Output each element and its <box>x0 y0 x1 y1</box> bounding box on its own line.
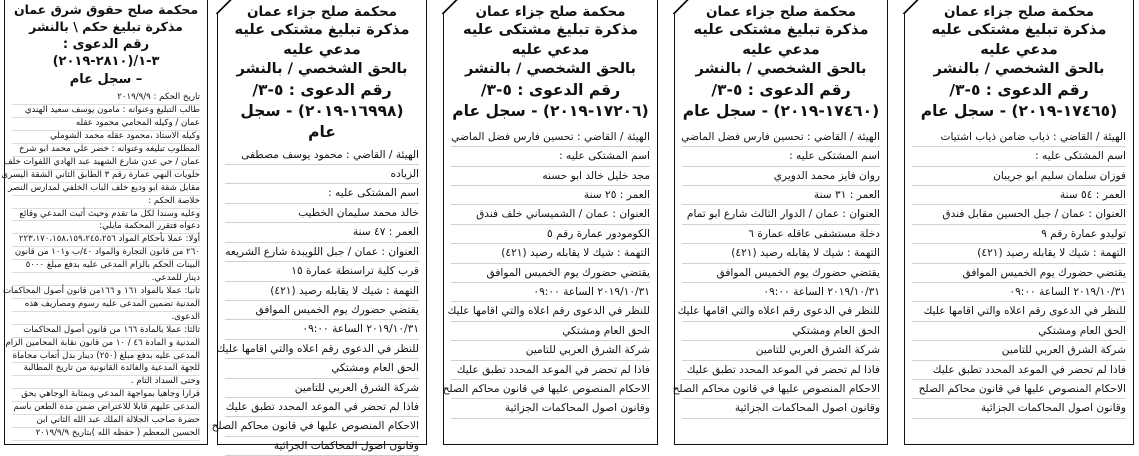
case-type: (١٧٢٠٦-٢٠١٩) - سجل عام <box>452 101 649 120</box>
notice-line: خلاصة الحكم : <box>12 196 200 209</box>
notice-line: ٢٦٠ من قانون التجارة والمواد ٤٠/ب و١٠١ من قانون <box>12 247 200 260</box>
notice-line: الحق العام ومشتكي <box>451 322 650 341</box>
notice-summons-17460 <box>674 0 888 445</box>
notice-line: شركة الشرق العربي للتامين <box>912 341 1126 360</box>
notice-line: العمر : ٢٥ سنة <box>451 186 650 205</box>
notice-line: اسم المشتكى عليه : <box>912 147 1126 166</box>
notice-line: اسم المشتكى عليه : <box>682 147 880 166</box>
notice-line: ٢٠١٩/١٠/٣١ الساعة ٠٩:٠٠ <box>912 283 1126 302</box>
court-title: محكمة صلح جزاء عمان <box>246 4 398 20</box>
notice-subject: مذكرة تبليغ حكم \ بالنشر <box>29 18 183 34</box>
notice-line: الاحكام المنصوص عليها في قانون محاكم الصلح <box>451 380 650 399</box>
notice-line: الكومودور عمارة رقم ٥ <box>451 225 650 244</box>
notice-line: وقانون اصول المحاكمات الجزائية <box>682 399 880 418</box>
notice-line: الهيئة / القاضي : ذياب ضامن ذياب اشتيات <box>912 128 1126 147</box>
court-title: محكمة صلح حقوق شرق عمان <box>13 2 199 17</box>
notice-line: العمر : ٤٧ سنة <box>225 223 419 242</box>
notice-line: اسم المشتكى عليه : <box>451 147 650 166</box>
notice-line: طالب التبليغ وعنوانه : مامون يوسف سعيد الهندي <box>12 105 200 118</box>
notice-line: الحق العام ومشتكي <box>682 322 880 341</box>
notice-line: ثانيا: عملا بالمواد ١٦١ و ١٦٦من قانون أصول المحاكمات <box>12 286 200 299</box>
notice-line: قرب كلية تراسنطة عمارة ١٥ <box>225 262 419 281</box>
notice-line: شركة الشرق العربي للتامين <box>451 341 650 360</box>
notice-summons-16998 <box>211 0 427 452</box>
notice-line: الزياده <box>225 165 419 184</box>
case-number: رقم الدعوى : ٥-٣/ <box>480 80 621 99</box>
notice-line: العنوان : عمان / الدوار الثالث شارع ابو تمام <box>682 205 880 224</box>
notice-body <box>912 128 1126 419</box>
notice-subject-2: بالحق الشخصي / بالنشر <box>236 61 408 78</box>
notice-body <box>672 128 880 419</box>
case-number: رقم الدعوى : ٥-٣/ <box>711 80 851 99</box>
notice-line: العمر : ٣١ سنة <box>682 186 880 205</box>
notice-line: وقانون اصول المحاكمات الجزائية <box>451 399 650 418</box>
notice-subject-2: بالحق الشخصي / بالنشر <box>695 61 867 78</box>
notice-line: الحق العام ومشتكي <box>225 359 419 378</box>
notice-subject: مذكرة تبليغ مشتكى عليه مدعي عليه <box>931 22 1107 58</box>
notice-line: مقابل شقة ابو وديع خلف الباب الخلفي لمدارس النصر <box>12 183 200 196</box>
notice-line: خالد محمد سليمان الخطيب <box>225 204 419 223</box>
notice-line: التهمة : شيك لا يقابله رصيد (٤٢١) <box>912 244 1126 263</box>
notice-line: يقتضي حضورك يوم الخميس الموافق <box>451 264 650 283</box>
notice-line: روان فايز محمد الدويري <box>682 167 880 186</box>
notice-line: الاحكام المنصوص عليها في قانون محاكم الصلح <box>682 380 880 399</box>
notice-line: المدعى عليه بدفع مبلغ (٢٥٠) دينار بدل أتعاب محاماة <box>12 351 200 364</box>
notice-line: دخلة مستشفى عاقله عمارة ٦ <box>682 225 880 244</box>
notice-line: الحق العام ومشتكي <box>912 322 1126 341</box>
notice-line: فاذا لم تحضر في الموعد المحدد تطبق عليك <box>451 361 650 380</box>
notice-line: دينار للمدعي. <box>12 273 200 286</box>
notice-line: قرارا وجاهيا بمواجهة المدعي وبمثابة الوجاهي بحق <box>12 389 200 402</box>
notice-body <box>1 92 200 440</box>
notice-line: تاريخ الحكم : ٢٠١٩/٩/٩ <box>12 92 200 105</box>
case-type: (١٧٤٦٠-٢٠١٩) - سجل عام <box>682 101 880 120</box>
case-type: – سجل عام <box>69 71 143 87</box>
case-number: رقم الدعوى : ٥-٣/ <box>252 80 392 99</box>
notice-subject-2: بالحق الشخصي / بالنشر <box>933 61 1105 78</box>
court-title: محكمة صلح جزاء عمان <box>943 4 1095 20</box>
notice-line: وعليه وسندا لكل ما تقدم وحيث أثبت المدعي وقائع <box>12 209 200 222</box>
notice-line: وحتى السداد التام . <box>12 376 200 389</box>
notice-line: المدنية و المادة ٤٦ / ١٠ من قانون نقابة المحامين الزام <box>12 338 200 351</box>
notice-line: المدنية تضمين المدعى عليه رسوم ومصاريف هذه <box>12 299 200 312</box>
notice-line: الهيئة / القاضي : تحسين فارس فضل الماضي <box>451 128 650 147</box>
notice-line: وقانون اصول المحاكمات الجزائية <box>912 399 1126 418</box>
notice-line: للنظر في الدعوى رقم اعلاه والتي اقامها عليك <box>451 302 650 321</box>
notice-line: عمان / وكيله المحامي محمود عقله <box>12 118 200 131</box>
notice-line: أولا: عملا بأحكام المواد ٢٢٣،١٧٠،١٥٨،١٥٩،٢٤٥،٢٥٦ <box>12 234 200 247</box>
notice-line: العمر : ٥٤ سنة <box>912 186 1126 205</box>
notice-subject-2: بالحق الشخصي / بالنشر <box>465 61 636 78</box>
notice-line: للنظر في الدعوى رقم اعلاه والتي اقامها عليك <box>912 302 1126 321</box>
notice-line: للجهة المدعية والفائدة القانونية من تاريخ المطالبة <box>12 363 200 376</box>
notice-line: دعواه فتقرر المحكمة مايلي: <box>12 221 200 234</box>
notice-line: اسم المشتكى عليه : <box>225 184 419 203</box>
notice-line: مجد خليل خالد ابو حسنه <box>451 167 650 186</box>
notice-line: فاذا لم تحضر في الموعد المحدد تطبق عليك <box>912 361 1126 380</box>
notice-line: العنوان : عمان / جبل الحسين مقابل فندق <box>912 205 1126 224</box>
notice-line: الهيئة / القاضي : محمود يوسف مصطفى <box>225 146 419 165</box>
court-title: محكمة صلح جزاء عمان <box>475 4 626 20</box>
notice-line: المدعى عليهم قابلا للاعتراض ضمن مدة الطعن باسم <box>12 402 200 415</box>
notice-line: الاحكام المنصوص عليها في قانون محاكم الصلح <box>912 380 1126 399</box>
notice-subject: مذكرة تبليغ مشتكى عليه مدعي عليه <box>693 22 869 58</box>
notice-line: حضرة صاحب الجلالة الملك عبد الله الثاني ابن <box>12 415 200 428</box>
notice-line: الدعوى. <box>12 312 200 325</box>
notice-line: حلويات البهي عمارة رقم ٣ الطابق الثاني الشقة اليسرى <box>12 170 200 183</box>
notice-line: عمان / حي عدن شارع الشهيد عبد الهادي اللفوات خلف <box>12 157 200 170</box>
notice-line: ٢٠١٩/١٠/٣١ الساعة ٠٩:٠٠ <box>682 283 880 302</box>
notice-line: ثالثا: عملا بالمادة ١٦٦ من قانون أصول المحاكمات <box>12 325 200 338</box>
notice-line: وقانون اصول المحاكمات الجزائية <box>225 437 419 456</box>
notice-line: يقتضي حضورك يوم الخميس الموافق <box>682 264 880 283</box>
case-number: رقم الدعوى : ٥-٣/ <box>949 80 1089 99</box>
notice-summons-17465 <box>904 0 1134 445</box>
notice-line: ٢٠١٩/١٠/٣١ الساعة ٠٩:٠٠ <box>225 320 419 339</box>
notice-line: التهمة : شيك لا يقابله رصيد (٤٢١) <box>225 282 419 301</box>
notice-line: للنظر في الدعوى رقم اعلاه والتي اقامها عليك <box>682 302 880 321</box>
notice-line: فوزان سلمان سليم ابو جريبان <box>912 167 1126 186</box>
notice-line: توليدو عمارة رقم ٩ <box>912 225 1126 244</box>
notice-line: شركة الشرق العربي للتامين <box>682 341 880 360</box>
notice-line: العنوان : عمان / جبل اللويبدة شارع الشريعه <box>225 243 419 262</box>
notice-line: فاذا لم تحضر في الموعد المحدد تطبق عليك <box>682 361 880 380</box>
notice-line: فاذا لم تحضر في الموعد المحدد تطبق عليك <box>225 398 419 417</box>
case-type: (١٧٤٦٥-٢٠١٩) - سجل عام <box>920 101 1118 120</box>
notice-line: المطلوب تبليغه وعنوانه : خضر علي محمد ابو شرخ <box>12 144 200 157</box>
notice-line: يقتضي حضورك يوم الخميس الموافق <box>912 264 1126 283</box>
notice-line: يقتضي حضورك يوم الخميس الموافق <box>225 301 419 320</box>
notice-line: الحسين المعظم ( حفظه الله )بتاريخ ٢٠١٩/٩/٩ <box>12 428 200 441</box>
notice-line: ٢٠١٩/١٠/٣١ الساعة ٠٩:٠٠ <box>451 283 650 302</box>
notice-body <box>442 128 650 419</box>
notice-line: العنوان : عمان / الشميساني خلف فندق <box>451 205 650 224</box>
notice-body <box>211 146 419 456</box>
notice-line: شركة الشرق العربي للتامين <box>225 379 419 398</box>
case-type: (١٦٩٩٨-٢٠١٩) - سجل عام <box>240 101 404 141</box>
case-number: رقم الدعوى : ٣-١/(٢٨١٠-٢٠١٩) <box>52 36 160 70</box>
notice-line: التهمة : شيك لا يقابله رصيد (٤٢١) <box>682 244 880 263</box>
notice-line: للنظر في الدعوى رقم اعلاه والتي اقامها عليك <box>225 340 419 359</box>
notice-line: الاحكام المنصوص عليها في قانون محاكم الصلح <box>225 417 419 436</box>
notice-line: الهيئة / القاضي : تحسين فارس فضل الماضي <box>682 128 880 147</box>
notice-line: البينات الحكم بالزام المدعى عليه بدفع مبلغ ٥٠٠٠ <box>12 260 200 273</box>
notice-judgment <box>1 0 208 445</box>
notice-line: وكيله الاستاذ ،محمود عقله محمد الشوملي <box>12 131 200 144</box>
court-title: محكمة صلح جزاء عمان <box>705 4 857 20</box>
notice-subject: مذكرة تبليغ مشتكى عليه مدعي عليه <box>234 22 410 58</box>
notice-subject: مذكرة تبليغ مشتكى عليه مدعي عليه <box>463 22 638 58</box>
notice-summons-17206 <box>443 0 658 445</box>
notice-line: التهمة : شيك لا يقابله رصيد (٤٢١) <box>451 244 650 263</box>
